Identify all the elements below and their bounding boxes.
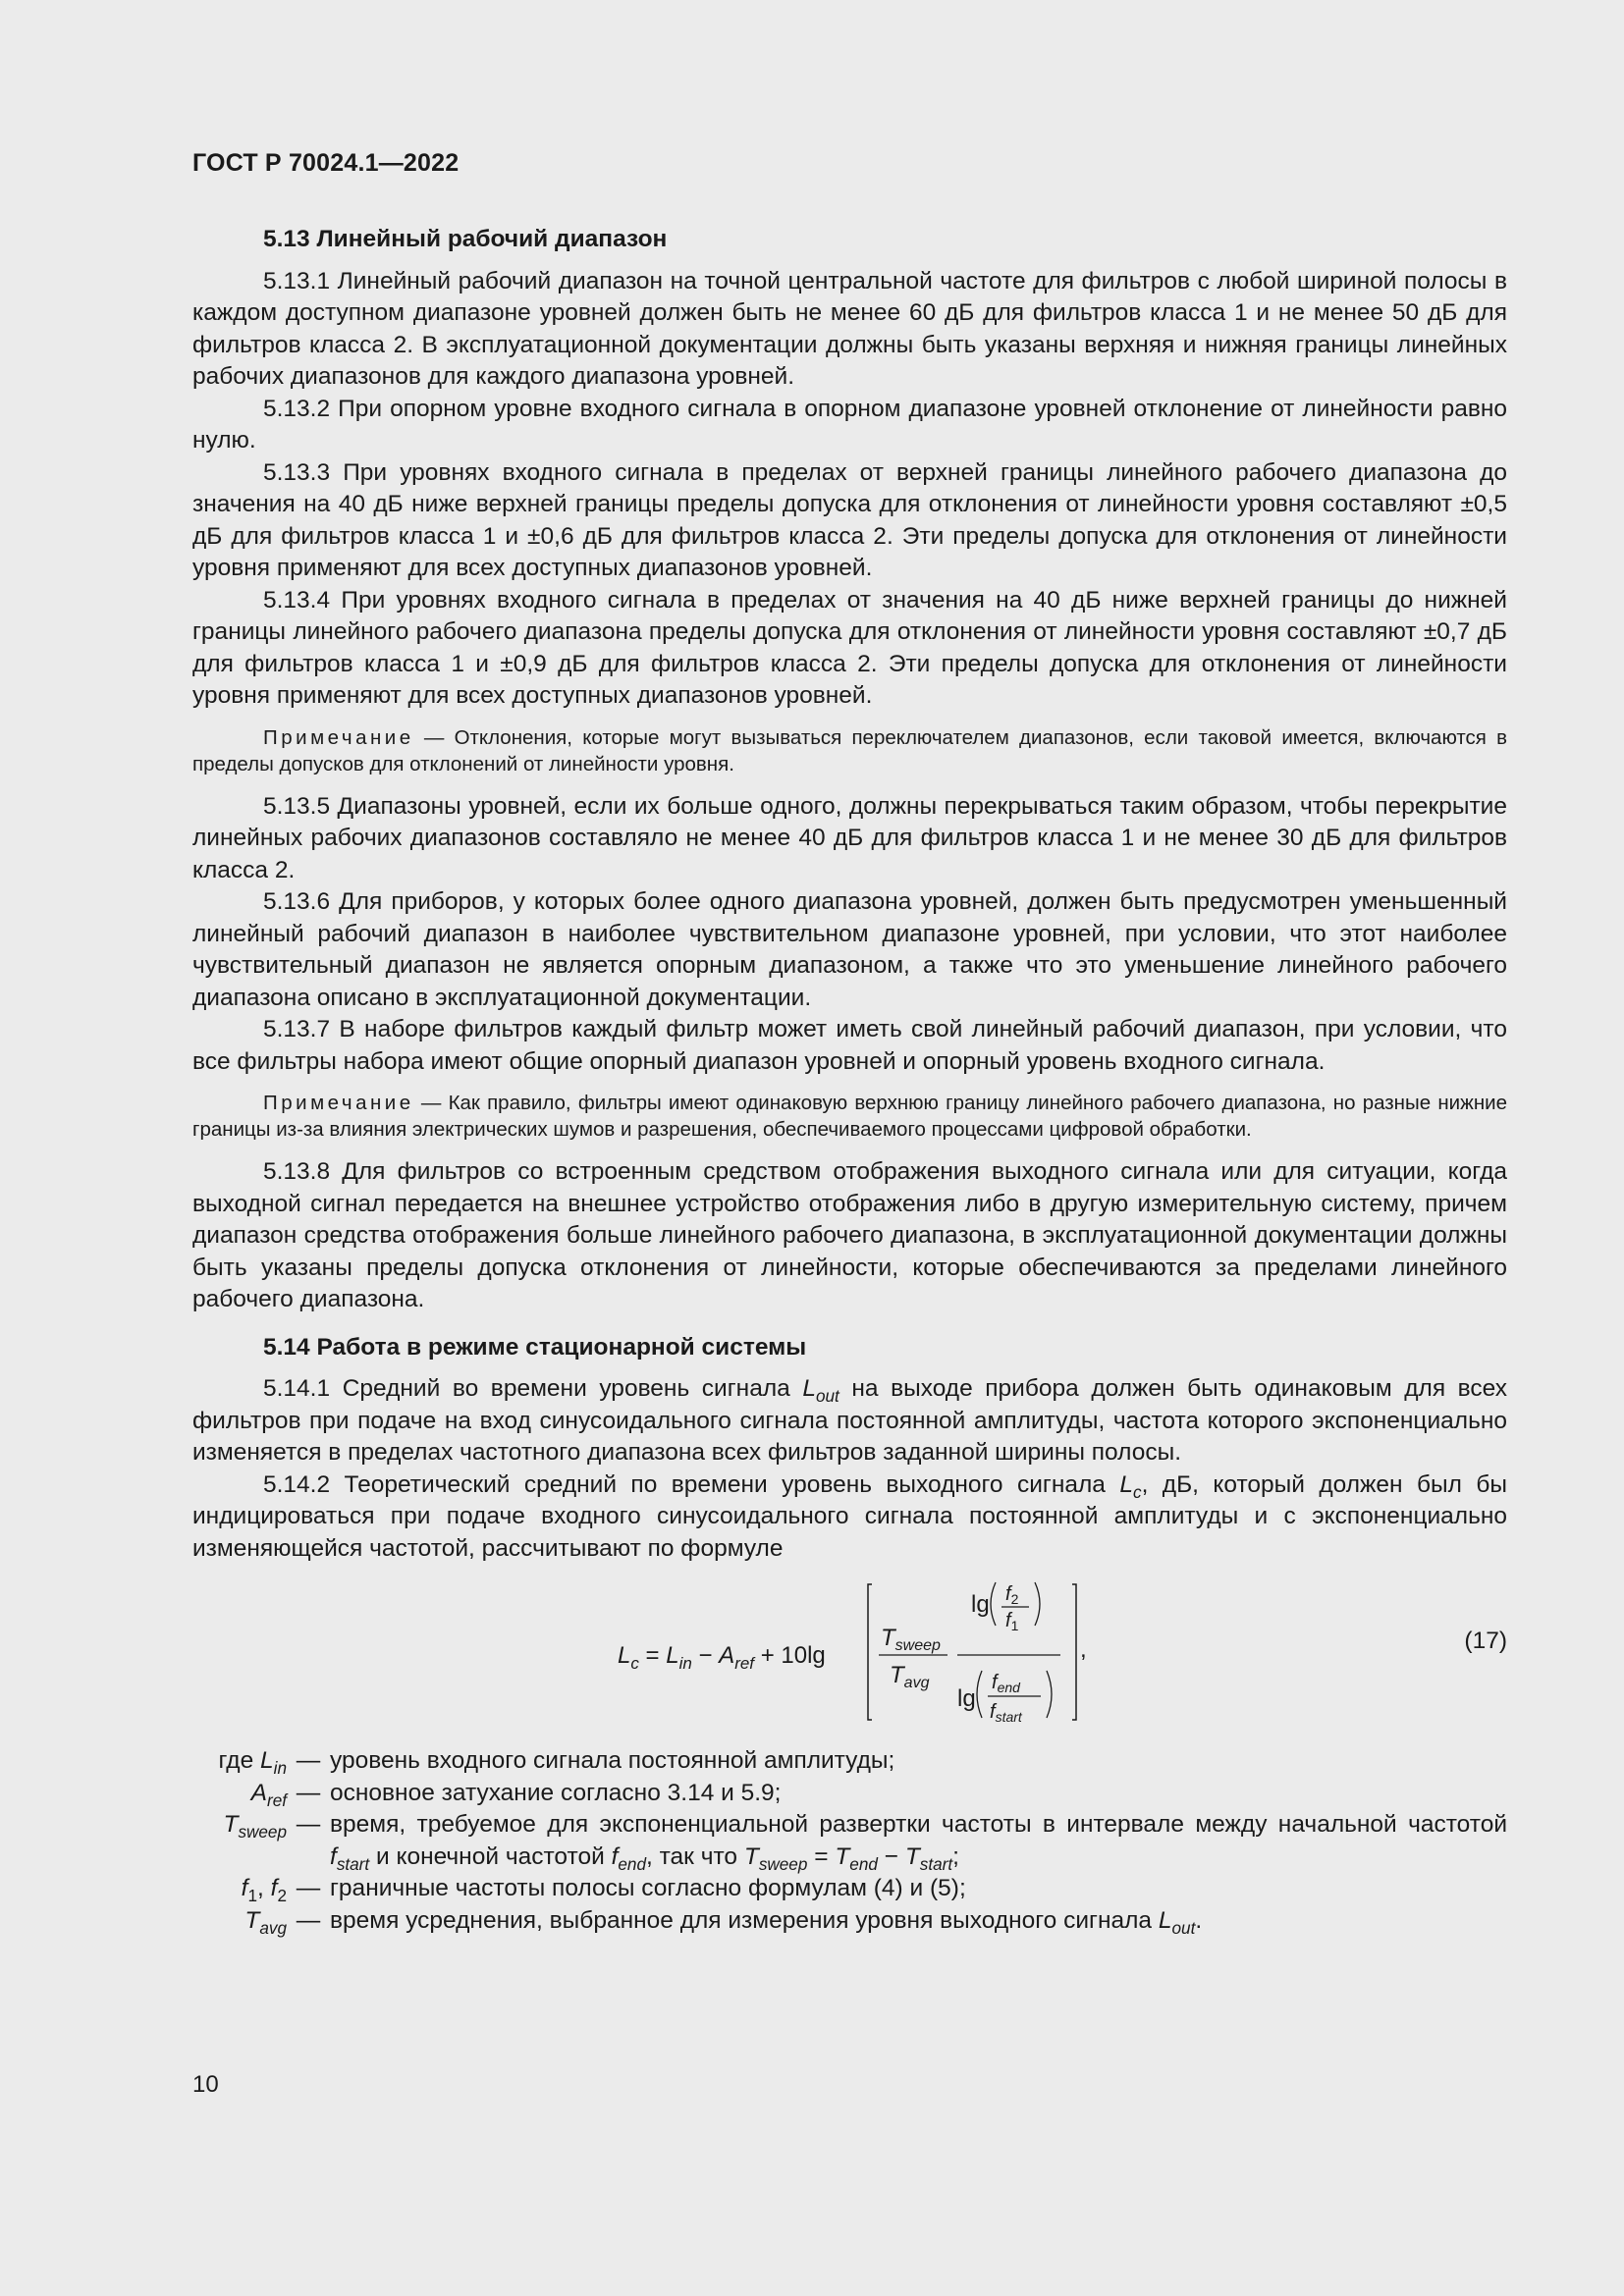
formula-17 xyxy=(192,1575,1507,1741)
note-2-text: — Как правило, фильтры имеют одинаковую верхнюю границу линейного рабочего диапазона, но разные нижние границы из-за влияния электрических шумов и разрешения, обеспечиваемого процессами цифровой обработки. xyxy=(192,1092,1507,1141)
paragraph-5-14-1: 5.14.1 Средний во времени уровень сигнала $L_{out}$ на выходе прибора должен быть одинаковым для всех фильтров при подаче на вход синусоидального сигнала постоянной амплитуды, частота которого экспоненциально изменяется в пределах частотного диапазона всех фильтров заданной ширины полосы. xyxy=(192,1375,1507,1466)
definition-row: $T_{sweep}$ — время, требуемое для экспоненциальной развертки частоты в интервале между начальной частотой $f_{start}$ и конечной частотой $f_{end}$, так что $T_{sweep} = T_{end} - T_{start}$; xyxy=(223,1811,1507,1874)
paragraph-5-13-5: 5.13.5 Диапазоны уровней, если их больше одного, должны перекрываться таким образом, чтобы перекрытие линейных рабочих диапазонов составляло не менее 40 дБ для фильтров класса 1 и не менее 30 дБ для фильтров класса 2. xyxy=(192,792,1507,883)
definition-row: где $L_{in}$ — уровень входного сигнала постоянной амплитуды; xyxy=(218,1747,895,1778)
formula-trailing-comma: , xyxy=(1080,1636,1087,1663)
note-1-label: Примечание xyxy=(263,725,414,749)
page-number: 10 xyxy=(192,2071,219,2098)
formula-lg-num: lg xyxy=(971,1591,990,1618)
paren-left-num xyxy=(991,1582,996,1626)
formula-lg-den: lg xyxy=(957,1685,976,1712)
formula-fend: $f_{end}$ xyxy=(992,1672,1020,1695)
formula-lhs: $L_c = L_{in} - A_{ref} + 10\lg$ xyxy=(618,1642,826,1673)
note-1 xyxy=(192,724,1507,777)
paragraph-5-13-3: 5.13.3 При уровнях входного сигнала в пределах от верхней границы линейного рабочего диапазона до значения на 40 дБ ниже верхней границы пределы допуска для отклонения от линейности уровня составляют ±0,5 дБ для фильтров класса 1 и ±0,6 дБ для фильтров класса 2. Эти пределы допуска для отклонения от линейности уровня применяют для всех доступных диапазонов уровней. xyxy=(192,458,1507,581)
formula-tavg: $T_{avg}$ xyxy=(890,1662,930,1691)
paragraph-5-14-2: 5.14.2 Теоретический средний по времени уровень выходного сигнала $L_c$, дБ, который должен был бы индицироваться при подаче входного синусоидального сигнала постоянной амплитуды и с экспоненциально изменяющейся частотой, рассчитывают по формуле xyxy=(192,1470,1507,1562)
paragraph-5-13-2: 5.13.2 При опорном уровне входного сигнала в опорном диапазоне уровней отклонение от линейности равно нулю. xyxy=(192,395,1507,454)
paren-right-den xyxy=(1047,1671,1052,1718)
paragraph-5-13-7: 5.13.7 В наборе фильтров каждый фильтр может иметь свой линейный рабочий диапазон, при условии, что все фильтры набора имеют общие опорный диапазон уровней и опорный уровень входного сигнала. xyxy=(192,1016,1507,1075)
formula-fstart: $f_{start}$ xyxy=(990,1701,1022,1725)
formula-number: (17) xyxy=(1464,1628,1507,1654)
paren-right-num xyxy=(1035,1582,1040,1626)
section-5-13-heading: 5.13 Линейный рабочий диапазон xyxy=(263,226,668,252)
section-5-14-heading: 5.14 Работа в режиме стационарной системы xyxy=(263,1333,807,1361)
note-1-text: — Отклонения, которые могут вызываться переключателем диапазонов, если таковой имеется, включаются в пределы допусков для отклонений от линейности уровня. xyxy=(192,725,1507,775)
definitions-list xyxy=(192,1745,1507,1937)
document-header: ГОСТ Р 70024.1—2022 xyxy=(192,149,460,177)
definition-row: $A_{ref}$ — основное затухание согласно 3.14 и 5.9; xyxy=(250,1779,782,1810)
formula-svg xyxy=(192,1575,1507,1741)
paren-left-den xyxy=(977,1671,982,1718)
formula-tsweep: $T_{sweep}$ xyxy=(881,1625,941,1654)
paragraph-5-13-8: 5.13.8 Для фильтров со встроенным средством отображения выходного сигнала или для ситуации, когда выходной сигнал передается на внешнее устройство отображения либо в другую измерительную систему, причем диапазон средства отображения больше линейного рабочего диапазона, в эксплуатационной документации должны быть указаны пределы допуска отклонения от линейности, которые обеспечиваются за пределами линейного рабочего диапазона. xyxy=(192,1158,1507,1312)
paragraph-5-13-4: 5.13.4 При уровнях входного сигнала в пределах от значения на 40 дБ ниже верхней границы до нижней границы линейного рабочего диапазона пределы допуска для отклонения от линейности уровня составляют ±0,7 дБ для фильтров класса 1 и ±0,9 дБ для фильтров класса 2. Эти пределы допуска для отклонения от линейности уровня применяют для всех доступных диапазонов уровней. xyxy=(192,586,1507,709)
formula-f1: $f_1$ xyxy=(1005,1610,1019,1633)
definition-row: $f_1$, $f_2$ — граничные частоты полосы согласно формулам (4) и (5); xyxy=(241,1875,966,1905)
note-2 xyxy=(192,1090,1507,1143)
note-2-label: Примечание xyxy=(263,1092,414,1114)
definition-row: $T_{avg}$ — время усреднения, выбранное для измерения уровня выходного сигнала $L_{out}$. xyxy=(244,1906,1203,1938)
formula-f2: $f_2$ xyxy=(1005,1583,1019,1607)
paragraph-5-13-6: 5.13.6 Для приборов, у которых более одного диапазона уровней, должен быть предусмотрен уменьшенный линейный рабочий диапазон в наиболее чувствительном диапазоне уровней, при условии, что этот наиболее чувствительный диапазон не является опорным диапазоном, а также что это уменьшение линейного рабочего диапазона описано в эксплуатационной документации. xyxy=(192,888,1507,1011)
paragraph-5-13-1: 5.13.1 Линейный рабочий диапазон на точной центральной частоте для фильтров с любой шириной полосы в каждом доступном диапазоне уровней должен быть не менее 60 дБ для фильтров класса 1 и не менее 50 дБ для фильтров класса 2. В эксплуатационной документации должны быть указаны верхняя и нижняя границы линейных рабочих диапазонов для каждого диапазона уровней. xyxy=(192,267,1507,390)
page-content xyxy=(192,224,1507,1937)
